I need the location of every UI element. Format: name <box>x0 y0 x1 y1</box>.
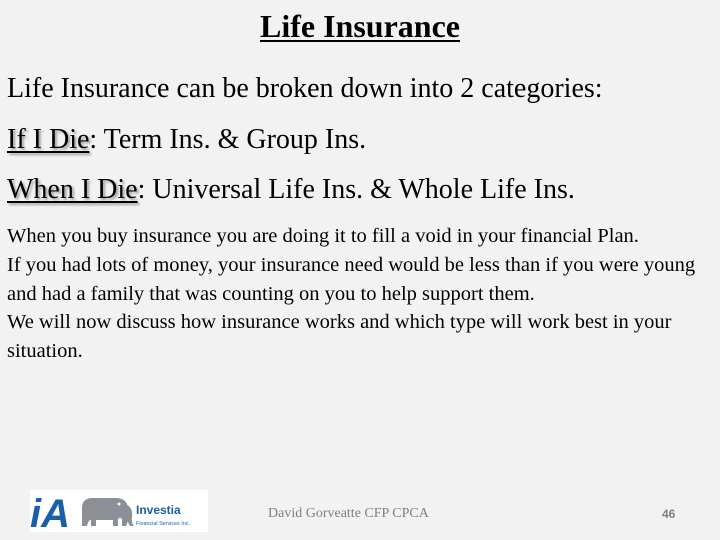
body-text <box>7 222 717 366</box>
body-paragraph: If you had lots of money, your insurance need would be less than if you were young and had a family that was counting on you to help support them. <box>7 253 696 305</box>
body-paragraph: When you buy insurance you are doing it to fill a void in your financial Plan. <box>7 225 639 247</box>
logo-name: Investia <box>136 503 181 517</box>
category-when-i-die <box>7 173 575 207</box>
category-value: Universal Life Ins. & Whole Life Ins. <box>145 174 575 205</box>
category-separator: : <box>137 174 146 205</box>
intro-text: Life Insurance can be broken down into 2 categories: <box>7 73 603 104</box>
category-key: When I Die <box>7 174 138 205</box>
logo-graphic <box>30 490 208 532</box>
slide-title: Life Insurance <box>260 8 460 44</box>
category-separator: : <box>89 124 98 155</box>
logo-mark: iA <box>30 492 70 532</box>
company-logo <box>30 490 208 532</box>
page-number: 46 <box>662 507 676 521</box>
footer-author: David Gorveatte CFP CPCA <box>268 506 429 521</box>
category-if-i-die <box>7 123 366 157</box>
body-paragraph: We will now discuss how insurance works and which type will work best in your situation. <box>7 311 672 363</box>
logo-subtitle: Financial Services Inc. <box>136 521 190 527</box>
category-value: Term Ins. & Group Ins. <box>97 124 367 155</box>
category-key: If I Die <box>7 124 90 155</box>
elephant-icon <box>82 498 134 526</box>
